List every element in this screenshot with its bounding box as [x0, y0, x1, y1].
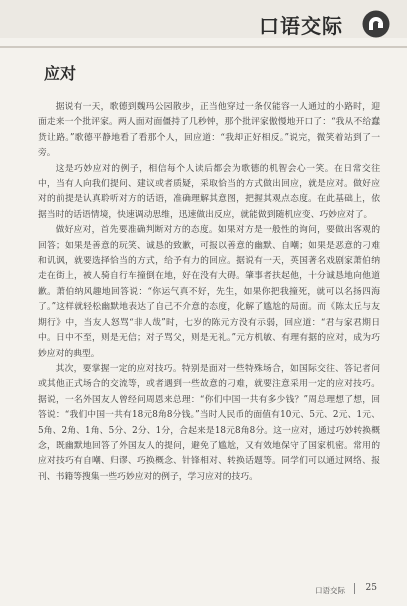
footer-divider — [354, 583, 355, 594]
section-label: 口语交际 — [259, 14, 343, 38]
paragraph: 这是巧妙应对的例子，相信每个人读后都会为歌德的机智会心一笑。在日常交往中，当有人向我们提问、建议或者质疑，采取恰当的方式做出回应，就是应对。做好应对的前提是认真聆听对方的话语，准确理解其意图，把握其观点态度。在此基础上，依据当时的话语情境，快速调动思维，迅速做出反应，就能做到随机应变、巧妙应对了。 — [38, 163, 380, 220]
speech-bubble-icon — [361, 9, 391, 39]
paragraph: 其次，要掌握一定的应对技巧。特别是面对一些特殊场合，如国际交往、答记者问或其他正式场合的交流等，或者遇到一些故意的刁难，就要注意采用一定的应对技巧。据说，一名外国友人曾经问周恩来总理：“你们中国一共有多少钱？”周总理想了想，回答说：“我们中国一共有18元8角8分钱。”当时人民币的面值有10元、5元、2元、1元、5角、2角、1角、5分、2分、1分，合起来是18元8角8分。这一应对，通过巧妙转换概念，既幽默地回答了外国友人的提问，避免了尴尬，又有效地保守了国家机密。常用的应对技巧有自嘲、归谬、巧换概念、针锋相对、转换话题等。同学们可以通过网络、报刊、书籍等搜集一些巧妙应对的例子，学习应对的技巧。 — [38, 363, 380, 482]
page-title: 应对 — [44, 64, 77, 83]
paragraph: 做好应对，首先要准确判断对方的态度。如果对方是一般性的询问，要做出客观的回答；如果是善意的玩笑、诚恳的致歉，可报以善意的幽默、自嘲；如果是恶意的刁难和讥讽，就要选择恰当的方式，给予有力的回应。据说有一天，英国著名戏剧家萧伯纳走在街上，被人骑自行车撞倒在地，好在没有大碍。肇事者扶起他，十分诚恳地向他道歉。萧伯纳风趣地回答说：“你运气真不好，先生，如果你把我撞死，就可以名扬四海了。”这样就轻松幽默地表达了自己不介意的态度，化解了尴尬的局面。而《陈太丘与友期行》中，当友人怒骂“非人哉”时，七岁的陈元方没有示弱，回应道：“君与家君期日中。日中不至，则是无信；对子骂父，则是无礼。”元方机敏、有理有据的应对，成为巧妙应对的典型。 — [38, 225, 380, 359]
header-band — [0, 0, 407, 38]
page-number: 25 — [365, 583, 377, 593]
paragraph: 据说有一天，歌德到魏玛公园散步，正当他穿过一条仅能容一人通过的小路时，迎面走来一个批评家。两人面对面僵持了几秒钟，那个批评家傲慢地开口了：“我从不给蠢货让路。”歌德平静地看了看那个人，回应道：“我却正好相反。”说完，微笑着站到了一旁。 — [38, 102, 380, 159]
footer-section-label: 口语交际 — [315, 586, 345, 595]
header-divider — [0, 46, 407, 48]
article-body — [38, 100, 380, 485]
